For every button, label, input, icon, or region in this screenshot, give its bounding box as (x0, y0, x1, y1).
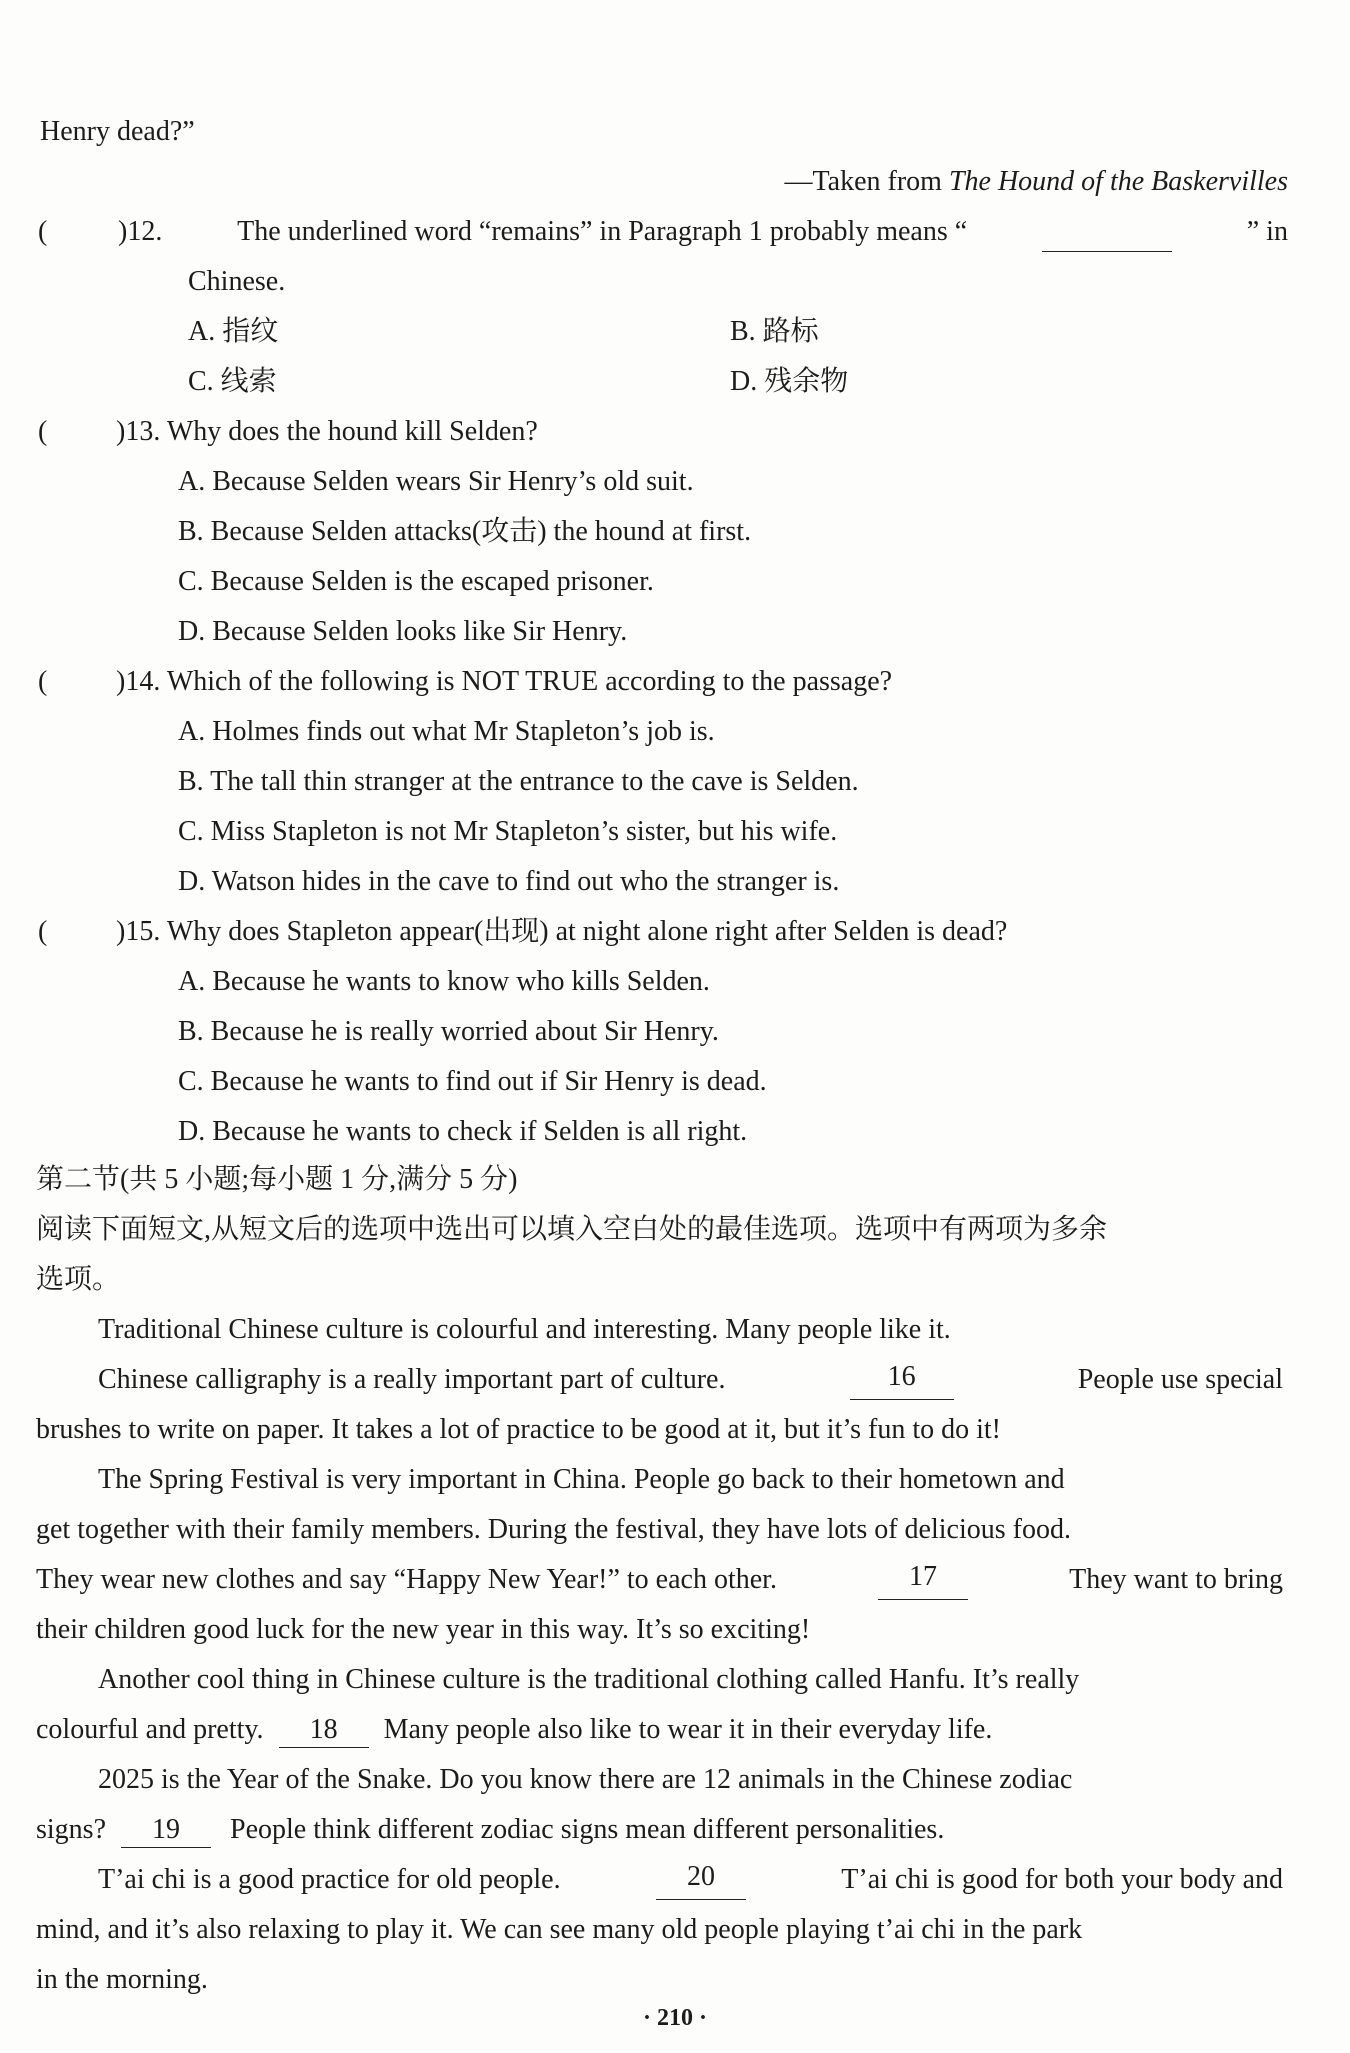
question-14 (116, 662, 892, 702)
passage-line-2 (98, 1360, 1283, 1400)
question-14-option-d[interactable]: D. Watson hides in the cave to find out who the stranger is. (178, 866, 840, 897)
question-12-option-c[interactable]: C. 线索 (188, 366, 277, 397)
question-13-option-d[interactable]: D. Because Selden looks like Sir Henry. (178, 616, 628, 647)
source-title: The Hound of the Baskervilles (948, 166, 1288, 197)
passage-line-8: Another cool thing in Chinese culture is the traditional clothing called Hanfu. It’s really (98, 1664, 1080, 1695)
passage-line-6a: They wear new clothes and say “Happy New Year!” to each other. (36, 1564, 777, 1595)
passage-line-9a: colourful and pretty. (36, 1714, 264, 1745)
passage-source (785, 162, 1289, 202)
passage-line-5: get together with their family members. During the festival, they have lots of delicious food. (36, 1514, 1071, 1545)
question-13-option-a[interactable]: A. Because Selden wears Sir Henry’s old suit. (178, 466, 694, 497)
answer-paren-12[interactable]: ( (38, 216, 48, 247)
passage-line-6 (36, 1560, 1283, 1600)
passage-line-9 (36, 1710, 992, 1750)
blank-19[interactable]: 19 (121, 1813, 211, 1848)
question-14-option-a[interactable]: A. Holmes finds out what Mr Stapleton’s job is. (178, 716, 715, 747)
question-12-option-b[interactable]: B. 路标 (730, 316, 819, 347)
passage-line-11 (36, 1810, 944, 1850)
passage-last-line: Henry dead?” (40, 116, 195, 147)
question-12-option-a[interactable]: A. 指纹 (188, 316, 279, 347)
section-2-title: 第二节(共 5 小题;每小题 1 分,满分 5 分) (36, 1164, 518, 1195)
passage-line-11a: signs? (36, 1814, 106, 1845)
question-15-option-c[interactable]: C. Because he wants to find out if Sir Henry is dead. (178, 1066, 767, 1097)
question-14-number: )14. (116, 666, 161, 697)
passage-line-11b: People think different zodiac signs mean different personalities. (230, 1814, 945, 1845)
page-number: · 210 · (642, 2005, 707, 2031)
passage-line-9b: Many people also like to wear it in their everyday life. (383, 1714, 993, 1745)
question-12-blank (1042, 212, 1172, 252)
passage-line-12a: T’ai chi is a good practice for old people. (98, 1864, 561, 1895)
answer-paren-14[interactable]: ( (38, 666, 48, 697)
passage-line-2b: People use special (1077, 1364, 1283, 1395)
question-15-stem: Why does Stapleton appear(出现) at night alone right after Selden is dead? (166, 916, 1008, 947)
passage-line-6b: They want to bring (1069, 1564, 1283, 1595)
blank-16[interactable]: 16 (850, 1360, 954, 1400)
passage-line-14: in the morning. (36, 1964, 208, 1995)
question-14-stem: Which of the following is NOT TRUE according to the passage? (166, 666, 893, 697)
question-15 (116, 912, 1007, 952)
passage-line-10: 2025 is the Year of the Snake. Do you know there are 12 animals in the Chinese zodiac (98, 1764, 1073, 1795)
question-12-number: )12. (118, 216, 163, 247)
passage-line-3: brushes to write on paper. It takes a lot of practice to be good at it, but it’s fun to do it! (36, 1414, 1002, 1445)
blank-20[interactable]: 20 (656, 1860, 746, 1900)
passage-line-2a: Chinese calligraphy is a really important part of culture. (98, 1364, 726, 1395)
question-15-option-d[interactable]: D. Because he wants to check if Selden is all right. (178, 1116, 748, 1147)
question-12 (118, 212, 1288, 252)
question-14-option-b[interactable]: B. The tall thin stranger at the entrance to the cave is Selden. (178, 766, 859, 797)
question-13-option-c[interactable]: C. Because Selden is the escaped prisoner. (178, 566, 654, 597)
question-12-stem: The underlined word “remains” in Paragraph 1 probably means “ (237, 216, 968, 247)
question-12-option-d[interactable]: D. 残余物 (730, 366, 849, 397)
answer-paren-13[interactable]: ( (38, 416, 48, 447)
question-13-number: )13. (116, 416, 161, 447)
passage-line-12b: T’ai chi is good for both your body and (841, 1864, 1283, 1895)
blank-17[interactable]: 17 (878, 1560, 968, 1600)
question-13-stem: Why does the hound kill Selden? (166, 416, 538, 447)
blank-18[interactable]: 18 (279, 1713, 369, 1748)
passage-line-1: Traditional Chinese culture is colourful and interesting. Many people like it. (98, 1314, 951, 1345)
question-15-option-a[interactable]: A. Because he wants to know who kills Selden. (178, 966, 710, 997)
source-prefix: —Taken from (784, 166, 949, 197)
passage-line-13: mind, and it’s also relaxing to play it. We can see many old people playing t’ai chi in the park (36, 1914, 1083, 1945)
answer-paren-15[interactable]: ( (38, 916, 48, 947)
question-14-option-c[interactable]: C. Miss Stapleton is not Mr Stapleton’s sister, but his wife. (178, 816, 838, 847)
passage-line-7: their children good luck for the new year in this way. It’s so exciting! (36, 1614, 811, 1645)
passage-line-12 (98, 1860, 1283, 1900)
section-2-instruction-line2: 选项。 (36, 1264, 121, 1295)
question-12-stem-line2: Chinese. (188, 266, 286, 297)
question-13 (116, 412, 538, 452)
question-13-option-b[interactable]: B. Because Selden attacks(攻击) the hound at first. (178, 516, 752, 547)
question-15-number: )15. (116, 916, 161, 947)
section-2-instruction-line1: 阅读下面短文,从短文后的选项中选出可以填入空白处的最佳选项。选项中有两项为多余 (36, 1214, 1108, 1245)
passage-line-4: The Spring Festival is very important in China. People go back to their hometown and (98, 1464, 1065, 1495)
question-12-stem-end: ” in (1246, 216, 1288, 247)
question-15-option-b[interactable]: B. Because he is really worried about Sir Henry. (178, 1016, 719, 1047)
